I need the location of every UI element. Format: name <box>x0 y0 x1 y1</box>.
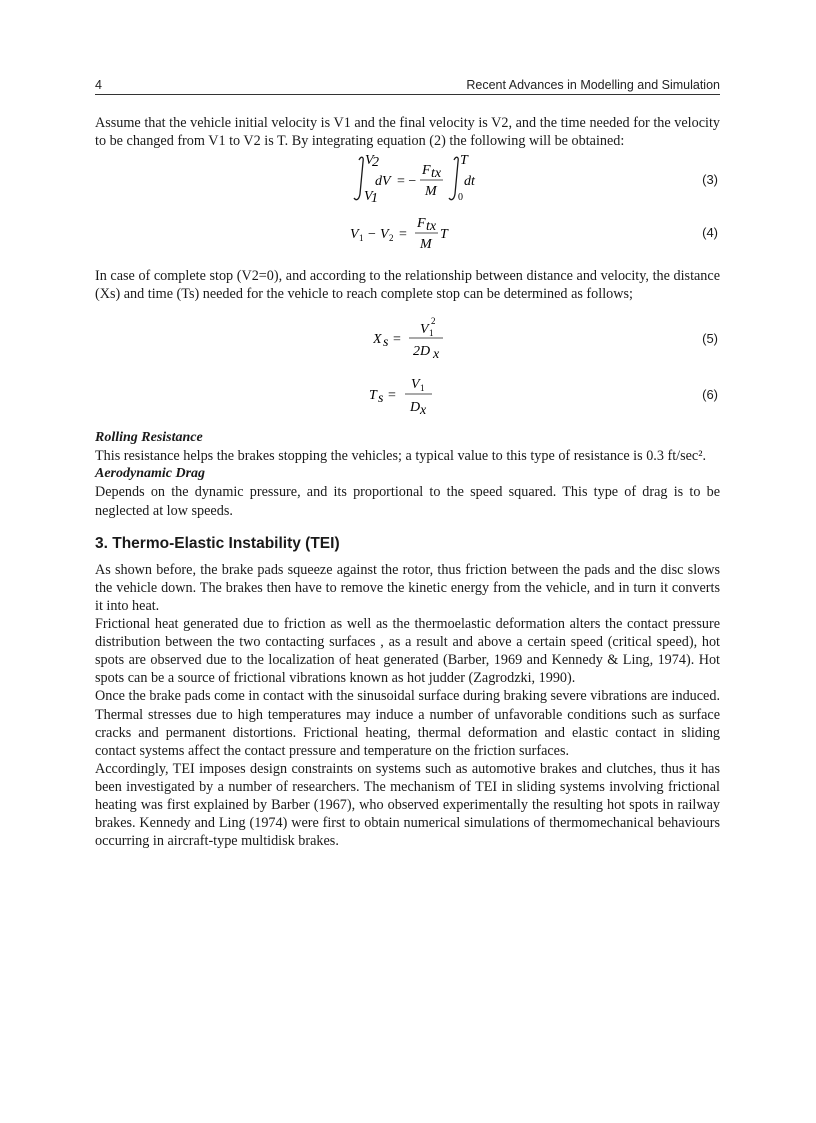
eq6-den-sub: x <box>420 403 427 419</box>
equation-6-number: (6) <box>702 387 718 403</box>
eq6-num-sub: 1 <box>420 383 425 394</box>
paragraph-tei-1: As shown before, the brake pads squeeze against the rotor, thus friction between the pads and the disc slows the vehicle down. The brakes then have to remove the kinetic energy from the vehicle, and in turn it converts it into heat. <box>95 561 720 614</box>
equation-6-formula <box>369 369 509 421</box>
equation-5-formula <box>373 313 513 365</box>
eq6-lhs: T <box>369 388 377 404</box>
eq3-frac-den: M <box>425 184 437 200</box>
eq6-lhs-sub: s <box>378 391 384 407</box>
equation-3-number: (3) <box>702 172 718 188</box>
eq6-num: V <box>411 377 420 393</box>
integral-sign-1 <box>354 157 363 199</box>
page <box>95 78 720 850</box>
page-number: 4 <box>95 78 102 92</box>
paragraph-rolling: This resistance helps the brakes stopping the vehicles; a typical value to this type of resistance is 0.3 ft/sec². <box>95 448 706 465</box>
eq4-frac-den: M <box>420 237 432 253</box>
paragraph-tei-3: Once the brake pads come in contact with the sinusoidal surface during braking severe vibrations are induced. Thermal stresses due to high temperatures may induce a number of unfavorable conditions such as surface cracks and permanent distortions. Frictional heating, thermal deformation and elastic contact in sliding contact systems affect the contact pressure and temperature on the friction surfaces. <box>95 688 720 759</box>
equation-3-formula <box>350 154 490 206</box>
eq5-lhs: X <box>373 332 382 348</box>
equation-3 <box>95 154 720 206</box>
eq4-frac-num: F <box>417 216 426 232</box>
equation-5-number: (5) <box>702 331 718 347</box>
eq5-num-sub: 1 <box>429 328 434 339</box>
running-title: Recent Advances in Modelling and Simulation <box>466 78 720 92</box>
eq3-lower-v-sub: 1 <box>371 191 378 207</box>
eq4-v1: V <box>350 227 359 243</box>
eq3-dt: dt <box>464 174 475 190</box>
eq5-den-sub: x <box>433 347 440 363</box>
eq5-num-sup: 2 <box>431 316 436 327</box>
equation-4-number: (4) <box>702 225 718 241</box>
heading-aerodynamic-drag: Aerodynamic Drag <box>95 466 206 482</box>
eq4-equals: = <box>399 227 407 243</box>
eq4-tail: T <box>440 227 448 243</box>
eq3-frac-num: F <box>422 163 431 179</box>
equation-5 <box>95 313 720 365</box>
paragraph-aero: Depends on the dynamic pressure, and its proportional to the speed squared. This type of drag is to be neglected at low speeds. <box>95 484 720 519</box>
eq4-minus: − <box>368 227 376 243</box>
eq3-dv: dV <box>375 174 391 190</box>
heading-rolling-resistance: Rolling Resistance <box>95 430 203 446</box>
eq5-num: V <box>420 322 429 338</box>
eq3-upper-v: V <box>365 154 374 169</box>
eq4-v2: V <box>380 227 389 243</box>
section-heading-tei: 3. Thermo-Elastic Instability (TEI) <box>95 534 340 552</box>
eq3-equals-minus: = − <box>397 174 417 190</box>
paragraph-tei-4: Accordingly, TEI imposes design constraints on systems such as automotive brakes and clutches, thus it has been investigated by a number of researchers. The mechanism of TEI in sliding systems involving frictional heating was first explained by Barber (1967), who observed experimentally the resulting hot spots in railway brakes. Kennedy and Ling (1974) were first to obtain numerical simulations of thermomechanical behaviours occurring in aircraft-type multidisk brakes. <box>95 760 720 850</box>
eq3-lower-v: V <box>364 189 373 205</box>
eq6-den: D <box>410 400 421 416</box>
eq5-den: 2D <box>413 344 431 360</box>
eq3-frac-num-sub: tx <box>431 166 442 182</box>
equation-4-formula <box>350 210 490 256</box>
eq4-frac-num-sub: tx <box>426 219 437 235</box>
eq3-upper-t: T <box>460 154 468 169</box>
integral-sign-2 <box>449 157 458 199</box>
eq4-v1-sub: 1 <box>359 233 364 244</box>
paragraph-intro: Assume that the vehicle initial velocity is V1 and the final velocity is V2, and the time needed for the velocity to be changed from V1 to V2 is T. By integrating equation (2) the following will be obtained: <box>95 115 720 150</box>
eq3-lower-t: 0 <box>458 192 463 204</box>
running-header <box>95 78 720 95</box>
paragraph-tei-2: Frictional heat generated due to friction as well as the thermoelastic deformation alters the contact pressure distribution between the two contacting surfaces , as a result and above a certain speed (critical speed), hot spots are observed due to the localization of heat generated (Barber, 1969 and Kennedy & Ling, 1974). Hot spots can be a source of frictional vibrations known as hot judder (Zagrodzki, 1990). <box>95 616 720 687</box>
eq6-equals: = <box>388 388 396 404</box>
eq5-lhs-sub: s <box>383 335 389 351</box>
body <box>95 114 720 850</box>
eq5-equals: = <box>393 332 401 348</box>
eq3-upper-v-sub: 2 <box>372 155 379 171</box>
paragraph-stop: In case of complete stop (V2=0), and according to the relationship between distance and velocity, the distance (Xs) and time (Ts) needed for the vehicle to reach complete stop can be determined as follows; <box>95 268 720 303</box>
equation-6 <box>95 369 720 421</box>
eq4-v2-sub: 2 <box>389 233 394 244</box>
equation-4 <box>95 210 720 256</box>
